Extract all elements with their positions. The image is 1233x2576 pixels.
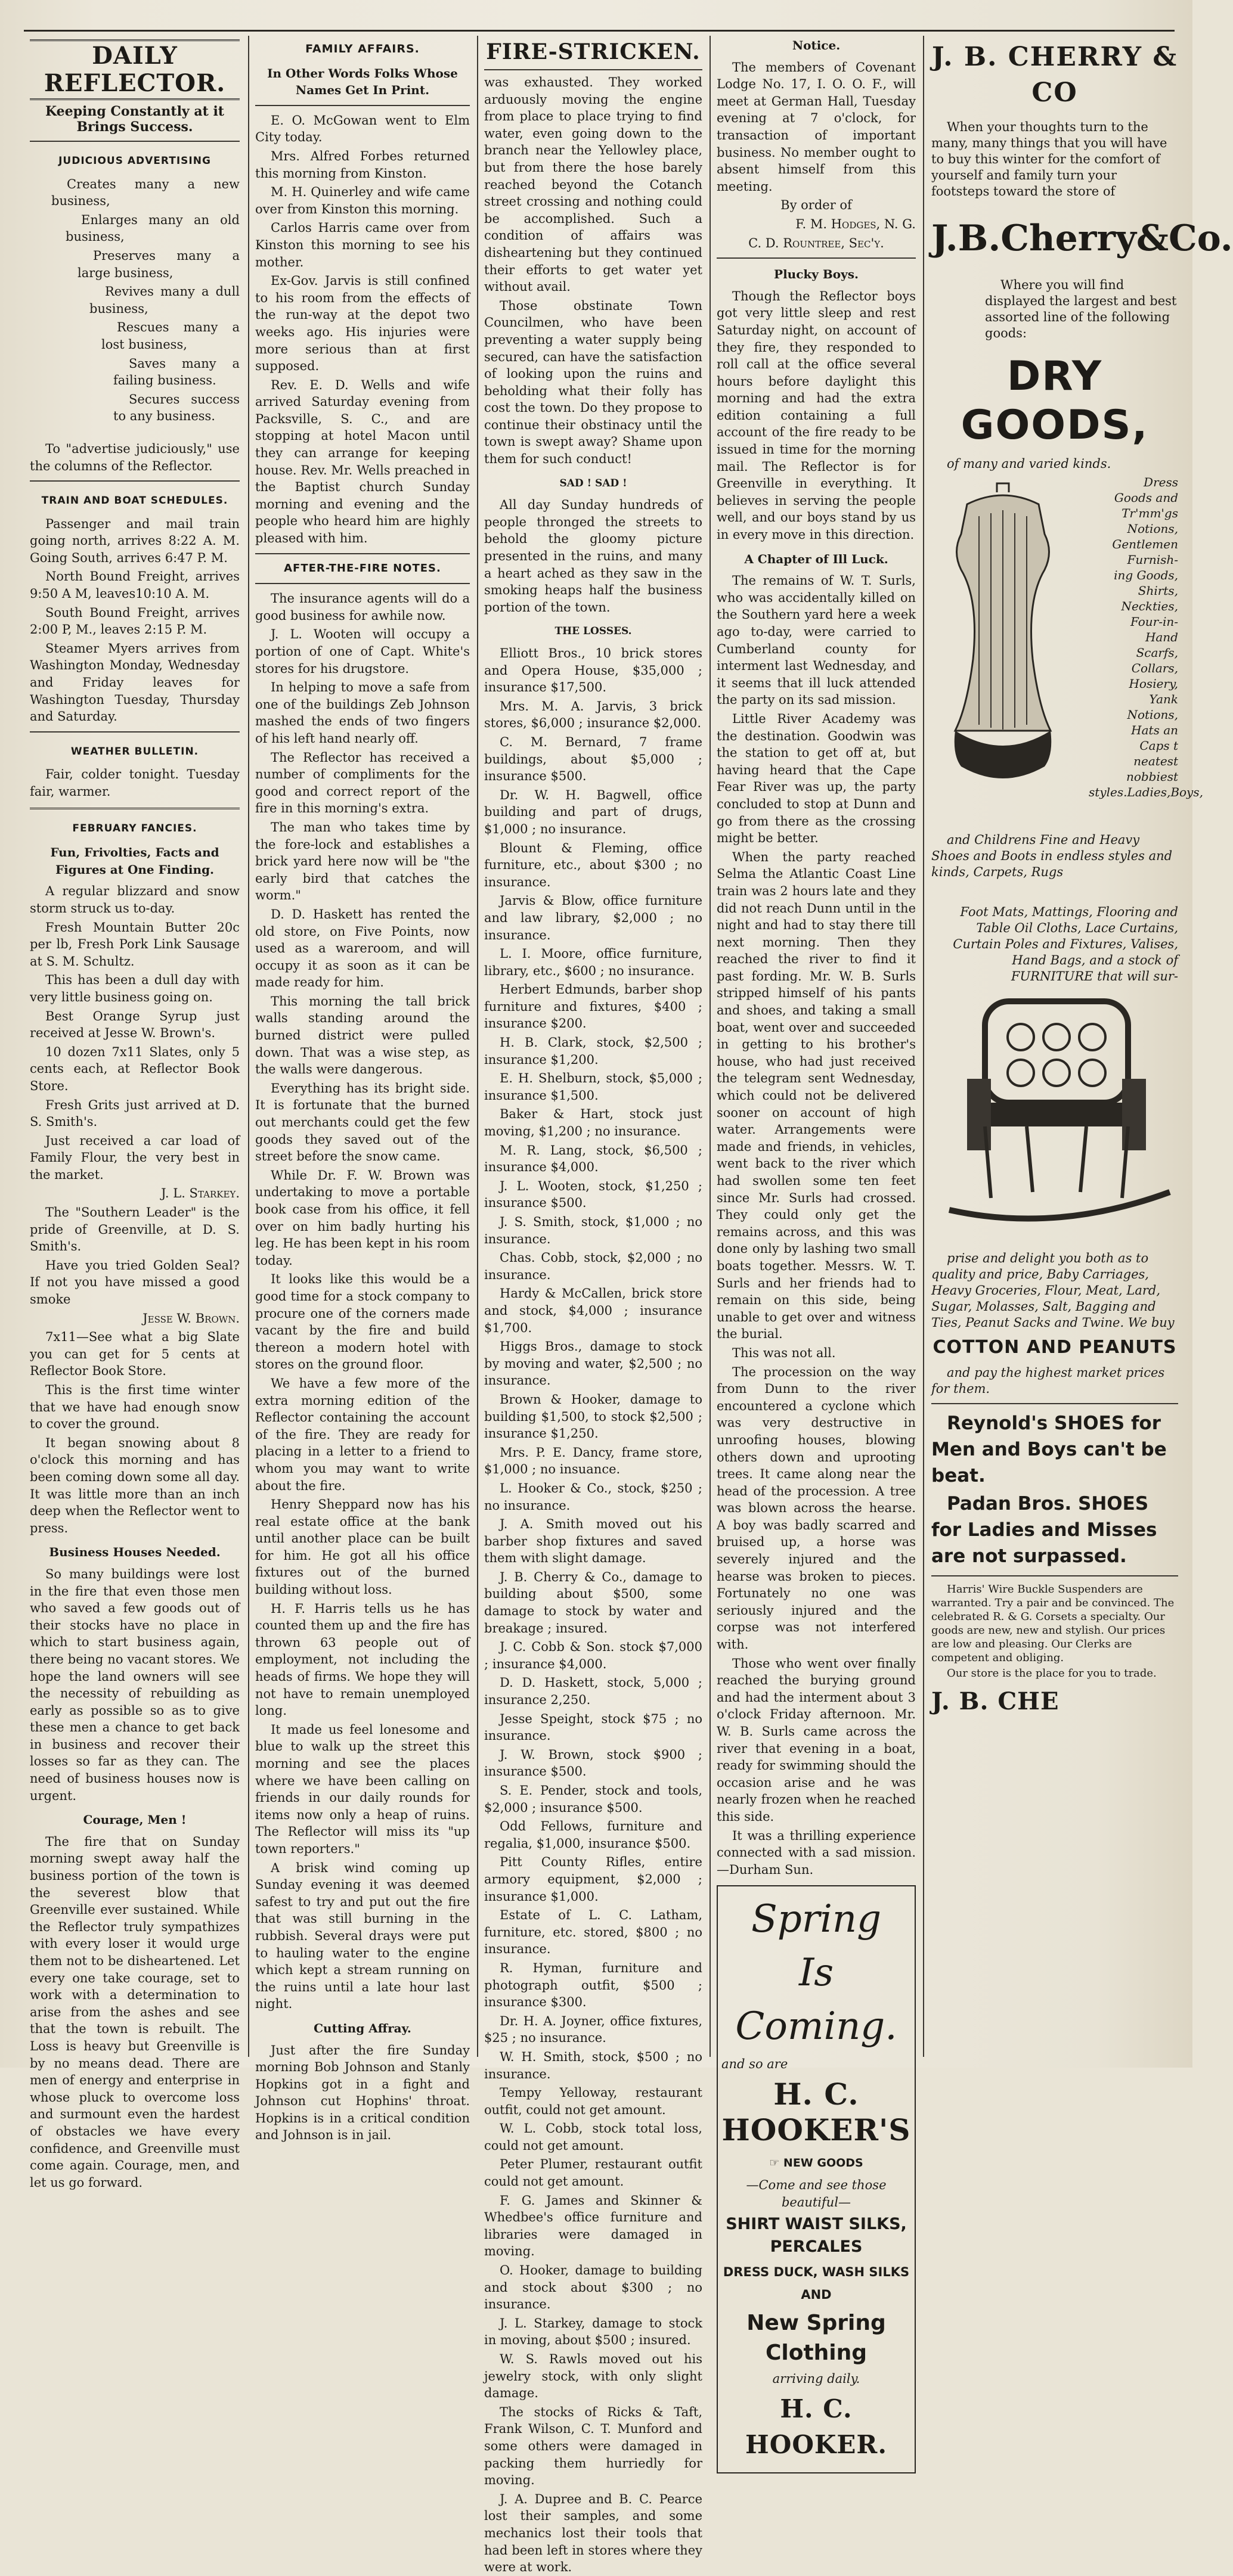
february-heading: FEBRUARY FANCIES.: [72, 822, 197, 834]
foot-mats-text: Foot Mats, Mattings, Flooring and Table Oil Cloths, Lace Curtains, Curtain Poles and Fixtures, Valises, Hand Bags, and a stock of FURNITURE that will sur-: [953, 905, 1178, 983]
local-item: A regular blizzard and snow storm struck us to-day.: [30, 884, 240, 915]
poem-line: Creates many a new business,: [51, 176, 240, 209]
local-item: 10 dozen 7x11 Slates, only 5 cents each, at Reflector Book Store.: [30, 1044, 240, 1093]
loss-item: Dr. W. H. Bagwell, office building and part of drugs, $1,000 ; no insurance.: [484, 787, 702, 836]
after-heading: AFTER-THE-FIRE NOTES.: [284, 561, 441, 575]
loss-item: Dr. H. A. Joyner, office fixtures, $25 ; no insurance.: [484, 2013, 702, 2046]
advertise-note: To "advertise judiciously," use the columns of the Reflector.: [30, 441, 240, 473]
loss-item: R. Hyman, furniture and photograph outfit, $500 ; insurance $300.: [484, 1960, 702, 2010]
loss-item: W. L. Cobb, stock total loss, could not get amount.: [484, 2121, 702, 2153]
pay-text: and pay the highest market prices for them.: [931, 1365, 1165, 1396]
after-item: The insurance agents will do a good business for awhile now.: [255, 591, 470, 623]
loss-item: O. Hooker, damage to building and stock about $300 ; no insurance.: [484, 2263, 702, 2312]
reynolds-shoes: Reynold's SHOES for Men and Boys can't be beat.: [931, 1412, 1167, 1486]
signature: C. D. Rountree, Sec'y.: [748, 235, 884, 250]
fire-heading: FIRE-STRICKEN.: [486, 39, 701, 64]
fire-paragraph: All day Sunday hundreds of people thronged the streets to behold the gloomy picture presented in the ruins, and many a heart ached as they saw in the smoking heaps half the business portion of the town.: [484, 498, 702, 614]
family-sub: In Other Words Folks Whose Names Get In Print.: [267, 66, 458, 98]
ad-new-goods: NEW GOODS: [783, 2156, 863, 2170]
luck-paragraph: The procession on the way from Dunn to the river encountered a cyclone which was very destructive in unroofing houses, blowing others down and uprooting trees. It came along near the head of the procession. A tree was blown across the hearse. A boy was badly scarred and bruised up, a horse was severely injured and the hearse was broken to pieces. Fortunately no one was seriously injured and the corpse was not interfered with.: [717, 1364, 916, 1652]
luck-heading: A Chapter of Ill Luck.: [744, 551, 888, 566]
after-item: While Dr. F. W. Brown was undertaking to move a portable book case from his office, it fell over on him badly hurting his leg. He has been kept in his room today.: [255, 1168, 470, 1268]
after-item: Everything has its bright side. It is fortunate that the burned out merchants could get the few goods they saved out of the street before the snow came.: [255, 1081, 470, 1164]
children-text: and Childrens Fine and Heavy Shoes and Boots in endless styles and kinds, Carpets, Rugs: [931, 833, 1173, 879]
column-rule: [923, 36, 924, 2057]
loss-item: J. L. Starkey, damage to stock in moving, about $500 ; insured.: [484, 2316, 702, 2348]
loss-item: Pitt County Rifles, entire armory equipment, $2,000 ; insurance $1,000.: [484, 1855, 702, 1904]
after-item: It looks like this would be a good time for a stock company to procure one of the corners made vacant by the fire and build thereon a modern hotel with stores on the ground floor.: [255, 1272, 470, 1372]
loss-item: Hardy & McCallen, brick store and stock, $4,000 ; insurance $1,700.: [484, 1286, 702, 1335]
local-item: Just received a car load of Family Flour, the very best in the market.: [30, 1133, 240, 1182]
ad-line: SHIRT WAIST SILKS, PERCALES: [726, 2215, 907, 2257]
cherry-footer: J. B. CHE: [931, 1687, 1059, 1715]
loss-item: Higgs Bros., damage to stock by moving and water, $2,500 ; no insurance.: [484, 1339, 702, 1388]
poem-line: Revives many a dull business,: [89, 284, 240, 316]
plucky-text: Though the Reflector boys got very little sleep and rest Saturday night, on account of they fire, they responded to roll call at the office several hours before daylight this morning and had the extra edition containing a full account of the fire ready to be issued in time for the morning mail. The Reflector is for Greenville in everything. It believes in serving the people well, and our boys stand by us in every move in this direction.: [717, 288, 916, 542]
family-item: Rev. E. D. Wells and wife arrived Saturday evening from Packsville, S. C., and are stopping at hotel Macon until they can arrange for keeping house. Rev. Mr. Wells preached in the Baptist church Sunday morning and evening and the people who heard him are highly pleased with him.: [255, 377, 470, 546]
ad-and-so: and so are: [721, 2057, 788, 2072]
family-item: E. O. McGowan went to Elm City today.: [255, 113, 470, 145]
local-item: Fresh Grits just arrived at D. S. Smith's.: [30, 1097, 240, 1129]
poem-line: Rescues many a lost business,: [101, 320, 240, 352]
after-item: We have a few more of the extra morning edition of the Reflector containing the account of the fire. They are ready for placing in a letter to a friend to whom you may want to write about the fire.: [255, 1376, 470, 1493]
plucky-heading: Plucky Boys.: [774, 267, 859, 282]
signature: Jesse W. Brown.: [142, 1311, 240, 1326]
cherry-where: Where you will find displayed the largest and best assorted line of the following goods:: [985, 278, 1177, 340]
february-sub: Fun, Frivolties, Facts and Figures at One Finding.: [50, 845, 219, 877]
loss-item: H. B. Clark, stock, $2,500 ; insurance $1,200.: [484, 1035, 702, 1067]
loss-item: Mrs. P. E. Dancy, frame store, $1,000 ; no insuance.: [484, 1445, 702, 1477]
corset-icon: [931, 480, 1074, 802]
loss-item: C. M. Bernard, 7 frame buildings, about $5,000 ; insurance $500.: [484, 734, 702, 784]
column-rule: [477, 36, 478, 2057]
local-item: This is the first time winter that we have had enough snow to cover the ground.: [30, 1383, 240, 1432]
pointing-hand-icon: ☞: [769, 2156, 780, 2170]
train-heading: TRAIN AND BOAT SCHEDULES.: [41, 495, 228, 507]
our-store-text: Our store is the place for you to trade.: [947, 1666, 1157, 1680]
courage-heading: Courage, Men !: [83, 1812, 187, 1827]
notice-heading: Notice.: [792, 38, 841, 52]
ad-arriving: arriving daily.: [772, 2372, 860, 2386]
column-5: [931, 37, 1233, 2056]
after-item: The Reflector has received a number of compliments for the good and correct report of the fire in this morning's extra.: [255, 750, 470, 816]
prise-text: prise and delight you both as to quality and price, Baby Carriages, Heavy Groceries, Flour, Meat, Lard, Sugar, Molasses, Salt, Bagging and Ties, Peanut Sacks and Twine. We buy: [931, 1251, 1175, 1330]
family-item: Ex-Gov. Jarvis is still confined to his room from the effects of the run-way at the depot two weeks ago. His injuries were more serious than at first supposed.: [255, 274, 470, 374]
after-item: D. D. Haskett has rented the old store, on Five Points, now used as a wareroom, and will occupy it as soon as it can be made ready for him.: [255, 907, 470, 990]
cherry-title: J. B. CHERRY & CO: [931, 42, 1178, 108]
train-item: Steamer Myers arrives from Washington Monday, Wednesday and Friday leaves for Washington Tuesday, Thursday and Saturday.: [30, 641, 240, 724]
family-item: Mrs. Alfred Forbes returned this morning from Kinston.: [255, 148, 470, 181]
poem-line: Secures success to any business.: [113, 392, 240, 424]
train-item: North Bound Freight, arrives 9:50 A M, leaves10:10 A. M.: [30, 569, 240, 601]
after-item: Henry Sheppard now has his real estate office at the bank until another place can be built for him. He got all his office fixtures out of the burned building without loss.: [255, 1497, 470, 1597]
judicious-heading: JUDICIOUS ADVERTISING: [58, 155, 211, 167]
loss-item: Brown & Hooker, damage to building $1,500, to stock $2,500 ; insurance $1,250.: [484, 1392, 702, 1441]
sad-heading: SAD ! SAD !: [559, 477, 627, 489]
cotton-heading: COTTON AND PEANUTS: [933, 1337, 1177, 1358]
ad-come-see: —Come and see those beautiful—: [746, 2177, 887, 2209]
fire-paragraph: Those obstinate Town Councilmen, who have been preventing a water supply being secured, can have the satisfaction of looking upon the ruins and beholding what their folly has cost the town. Do they propose to continue their obstinacy until the town is swept away? Shame upon them for such conduct!: [484, 298, 702, 467]
many-kinds: of many and varied kinds.: [947, 457, 1111, 471]
after-item: H. F. Harris tells us he has counted them up and the fire has thrown 63 people out of employment, not including the heads of firms. We hope they will not have to remain unemployed long.: [255, 1601, 470, 1718]
loss-item: J. A. Dupree and B. C. Pearce lost their samples, and some mechanics lost their tools that had been left in stores where they were at work.: [484, 2491, 702, 2575]
after-item: A brisk wind coming up Sunday evening it was deemed safest to try and put out the fire that was still burning in the rubbish. Several drays were put to hauling water to the engine which kept a stream running on the ruins until a late hour last night.: [255, 1860, 470, 2012]
top-rule: [24, 30, 1175, 32]
corset-section: [931, 474, 1203, 832]
loss-item: Jesse Speight, stock $75 ; no insurance.: [484, 1711, 702, 1743]
ad-spring: Spring: [751, 1897, 882, 1942]
loss-item: L. Hooker & Co., stock, $250 ; no insurance.: [484, 1481, 702, 1513]
loss-item: L. I. Moore, office furniture, library, etc., $600 ; no insurance.: [484, 946, 702, 978]
loss-item: Blount & Fleming, office furniture, etc., about $300 ; no insurance.: [484, 840, 702, 889]
losses-heading: THE LOSSES.: [554, 625, 632, 638]
column-2: [255, 37, 470, 2143]
column-3: [484, 37, 702, 2575]
after-item: This morning the tall brick walls standing around the burned district were pulled down. That was a wise step, as the walls were dangerous.: [255, 994, 470, 1077]
ad-hooker-name: H. C. HOOKER'S: [721, 2076, 911, 2147]
cutting-heading: Cutting Affray.: [314, 2021, 411, 2035]
ad-line: New Spring Clothing: [746, 2311, 886, 2366]
hooker-ad: [717, 1885, 916, 2473]
column-rule: [248, 36, 249, 2057]
local-item: 7x11—See what a big Slate you can get for 5 cents at Reflector Book Store.: [30, 1330, 240, 1379]
loss-item: J. B. Cherry & Co., damage to building about $500, some damage to stock by water and breakage ; insured.: [484, 1569, 702, 1635]
luck-paragraph: The remains of W. T. Surls, who was accidentally killed on the Southern yard here a week ago to-day, were carried to Cumberland county for interment last Wednesday, and it seems that ill luck attended the party on its sad mission.: [717, 573, 916, 707]
local-item: Have you tried Golden Seal? If not you have missed a good smoke: [30, 1258, 240, 1307]
luck-paragraph: This was not all.: [732, 1345, 836, 1360]
rocking-chair-icon: [931, 989, 1178, 1246]
masthead: DAILY REFLECTOR.: [30, 39, 240, 100]
loss-item: E. H. Shelburn, stock, $5,000 ; insurance $1,500.: [484, 1071, 702, 1103]
family-item: Carlos Harris came over from Kinston this morning to see his mother.: [255, 221, 470, 269]
poem-line: Preserves many a large business,: [78, 248, 240, 280]
after-item: In helping to move a safe from one of the buildings Zeb Johnson mashed the ends of two fingers of his left hand nearly off.: [255, 680, 470, 746]
notice-text: The members of Covenant Lodge No. 17, I. O. O. F., will meet at German Hall, Tuesday evening at 7 o'clock, for transaction of important business. No member ought to absent himself from this meeting.: [717, 60, 916, 194]
weather-heading: WEATHER BULLETIN.: [70, 745, 199, 758]
local-item: The "Southern Leader" is the pride of Greenville, at D. S. Smith's.: [30, 1205, 240, 1254]
loss-item: Estate of L. C. Latham, furniture, etc. stored, $800 ; no insurance.: [484, 1908, 702, 1957]
after-item: The man who takes time by the fore-lock and establishes a brick yard here now will be "the early bird that catches the worm.": [255, 820, 470, 903]
signature: F. M. Hodges, N. G.: [795, 216, 916, 231]
loss-item: J. L. Wooten, stock, $1,250 ; insurance $500.: [484, 1178, 702, 1211]
loss-item: S. E. Pender, stock and tools, $2,000 ; insurance $500.: [484, 1783, 702, 1815]
business-heading: Business Houses Needed.: [49, 1545, 221, 1560]
luck-paragraph: When the party reached Selma the Atlantic Coast Line train was 2 hours late and they did not reach Dunn until in the night and had to stay there till next morning. Then they reached the river to find it past fording. Mr. W. B. Surls stripped himself of his pants and shoes, and taking a small boat, went over and succeeded in getting to his brother's house, who had just received the telegram sent Wednesday, which could not be delivered sooner on account of high water. Arrangements were made and friends, in vehicles, went back to the river which had swollen some ten feet since Mr. Surls had crossed. They could only get the remains across, and this was done only by lashing two small boats together. Messrs. W. T. Surls and her friends had to remain on this side, being unable to get over and witness the burial.: [717, 849, 916, 1342]
luck-paragraph: Those who went over finally reached the burying ground and had the interment about 3 o'clock Friday afternoon. Mr. W. B. Surls came across the river that evening in a boat, ready for swimming should the occasion arise and he was nearly frozen when he reached this side.: [717, 1656, 916, 1824]
local-item: Best Orange Syrup just received at Jesse W. Brown's.: [30, 1008, 240, 1041]
luck-paragraph: It was a thrilling experience connected with a sad mission.—Durham Sun.: [717, 1828, 916, 1877]
loss-item: D. D. Haskett, stock, 5,000 ; insurance 2,250.: [484, 1675, 702, 1708]
loss-item: W. S. Rawls moved out his jewelry stock, with only slight damage.: [484, 2352, 702, 2401]
ad-line: DRESS DUCK, WASH SILKS AND: [723, 2265, 910, 2302]
loss-item: Herbert Edmunds, barber shop furniture and fixtures, $400 ; insurance $200.: [484, 982, 702, 1031]
loss-item: F. G. James and Skinner & Whedbee's office furniture and libraries were damaged in moving.: [484, 2193, 702, 2259]
ad-coming: Coming.: [735, 2004, 897, 2049]
weather-text: Fair, colder tonight. Tuesday fair, warmer.: [30, 767, 240, 799]
loss-item: Jarvis & Blow, office furniture and law library, $2,000 ; no insurance.: [484, 893, 702, 942]
business-text: So many buildings were lost in the fire that even those men who saved a few goods out of their stocks have no place in which to start business again, there being no vacant stores. We hope the land owners will see the necessity of rebuilding as early as possible so as to give these men a chance to get back in business and recover their losses so far as they can. The need of business houses now is urgent.: [30, 1566, 240, 1803]
loss-item: Baker & Hart, stock just moving, $1,200 ; no insurance.: [484, 1107, 702, 1139]
luck-paragraph: Little River Academy was the destination. Goodwin was the station to get off at, but having heard that the Cape Fear River was up, the party concluded to stop at Dunn and go from there as the crossing might be better.: [717, 711, 916, 846]
signature: J. L. Starkey.: [161, 1186, 240, 1201]
loss-item: Tempy Yelloway, restaurant outfit, could not get amount.: [484, 2085, 702, 2117]
column-1: [30, 37, 240, 2190]
courage-text: The fire that on Sunday morning swept away half the business portion of the town is the severest blow that Greenville ever sustained. While the Reflector truly sympathizes with every loser it would urge them not to be disheartened. Let every one take courage, set to work with a determination to arise from the ashes and see that the town is rebuilt. The Loss is heavy but Greenville is by no means dead. There are men of energy and enterprise in whose pluck to overcome loss and surmount even the hardest of obstacles we have every confidence, and Greenville must come again. Courage, men, and let us go forward.: [30, 1834, 240, 2190]
cherry-intro: When your thoughts turn to the many, many things that you will have to buy this winter for the comfort of yourself and family turn your footsteps toward the store of: [931, 120, 1167, 198]
ad-is: Is: [798, 1951, 834, 1995]
loss-item: Peter Plumer, restaurant outfit could not get amount.: [484, 2157, 702, 2189]
local-item: It began snowing about 8 o'clock this morning and has been coming down some all day. It was little more than an inch deep when the Reflector went to press.: [30, 1435, 240, 1535]
after-item: J. L. Wooten will occupy a portion of one of Capt. White's stores for his drugstore.: [255, 627, 470, 676]
cherry-title-2: J.B.Cherry&Co.: [931, 218, 1233, 259]
train-item: South Bound Freight, arrives 2:00 P, M., leaves 2:15 P. M.: [30, 605, 240, 637]
tagline: Keeping Constantly at it Brings Success.: [45, 104, 224, 135]
loss-item: The stocks of Ricks & Taft, Frank Wilson, C. T. Munford and some others were damaged in packing them hurriedly for moving.: [484, 2404, 702, 2488]
goods-list: Dress Goods and Tr'mm'gs Notions, Gentlemen Furnish- ing Goods, Shirts, Neckties, Four-in- Hand Scarfs, Collars, Hosiery, Yank Notions, Hats an Caps t neatest nobbiest styles.Ladies,Boys,: [1089, 475, 1203, 799]
family-heading: FAMILY AFFAIRS.: [305, 42, 420, 55]
loss-item: W. H. Smith, stock, $500 ; no insurance.: [484, 2049, 702, 2081]
dry-goods: DRY GOODS,: [961, 353, 1149, 449]
local-item: Fresh Mountain Butter 20c per lb, Fresh Pork Link Sausage at S. M. Schultz.: [30, 920, 240, 969]
family-item: M. H. Quinerley and wife came over from Kinston this morning.: [255, 185, 470, 216]
cutting-text: Just after the fire Sunday morning Bob Johnson and Stanly Hopkins got in a fight and Johnson cut Hophins' throat. Hopkins is in a critical condition and Johnson is in jail.: [255, 2043, 470, 2143]
fire-intro: was exhausted. They worked arduously moving the engine from place to place trying to find water, even going down to the branch near the Yellowley place, but from there the hose barely reached beyond the Cotanch street crossing and nothing could be accomplished. Such a condition of affairs was disheartening but they continued their efforts to get water yet without avail.: [484, 75, 702, 294]
loss-item: Odd Fellows, furniture and regalia, $1,000, insurance $500.: [484, 1819, 702, 1851]
loss-item: Mrs. M. A. Jarvis, 3 brick stores, $6,000 ; insurance $2,000.: [484, 699, 702, 731]
poem-line: Enlarges many an old business,: [66, 212, 240, 244]
loss-item: Elliott Bros., 10 brick stores and Opera House, $35,000 ; insurance $17,500.: [484, 646, 702, 695]
loss-item: J. A. Smith moved out his barber shop fixtures and saved them with slight damage.: [484, 1517, 702, 1566]
loss-item: Chas. Cobb, stock, $2,000 ; no insurance.: [484, 1250, 702, 1282]
local-item: This has been a dull day with very little business going on.: [30, 973, 240, 1004]
loss-item: M. R. Lang, stock, $6,500 ; insurance $4,000.: [484, 1143, 702, 1175]
loss-item: J. C. Cobb & Son. stock $7,000 ; insurance $4,000.: [484, 1640, 702, 1671]
ad-footer: H. C. HOOKER.: [745, 2394, 887, 2459]
poem-line: Saves many a failing business.: [113, 356, 240, 388]
loss-item: J. S. Smith, stock, $1,000 ; no insurance.: [484, 1215, 702, 1246]
harris-text: Harris' Wire Buckle Suspenders are warranted. Try a pair and be convinced. The celebrated R. & G. Corsets a specialty. Our goods are new, new and stylish. Our prices are low and pleasing. Our Clerks are competent and obliging.: [931, 1582, 1175, 1664]
train-item: Passenger and mail train going north, arrives 8:22 A. M. Going South, arrives 6:47 P. M.: [30, 516, 240, 565]
column-rule: [710, 36, 711, 2057]
padan-shoes: Padan Bros. SHOES for Ladies and Misses are not surpassed.: [931, 1492, 1157, 1567]
column-4: [717, 37, 916, 2459]
by-order: By order of: [780, 198, 852, 213]
losses-list: [484, 645, 702, 2576]
after-item: It made us feel lonesome and blue to walk up the street this morning and see the places where we have been calling on friends in our daily rounds for items now only a heap of ruins. The Reflector will miss its "up town reporters.": [255, 1722, 470, 1856]
loss-item: J. W. Brown, stock $900 ; insurance $500.: [484, 1747, 702, 1779]
